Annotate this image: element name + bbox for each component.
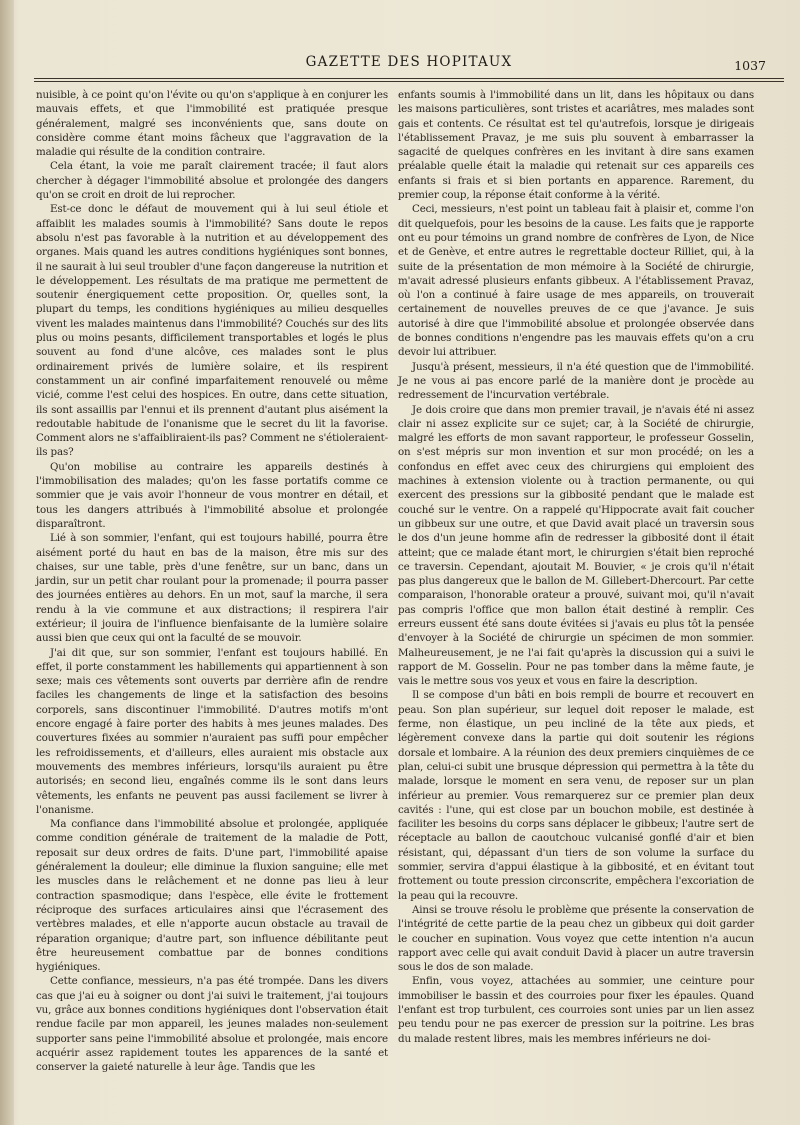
paragraph: nuisible, à ce point qu'on l'évite ou qu'on s'applique à en conjurer les mauvais effets, et que l'immobilité est pratiquée presque généralement, malgré ses inconvénients que, sans doute on considère comme étant moins fâcheux que l'aggravation de la maladie qui résulte de la condition contraire. — [36, 89, 388, 159]
paragraph: enfants soumis à l'immobilité dans un lit, dans les hôpitaux ou dans les maisons particulières, sont tristes et acariâtres, mes malades sont gais et contents. Ce résultat est tel qu'autrefois, lorsque je dirigeais l'établissement Pravaz, je me suis plu souvent à embarrasser la sagacité de quelques confrères en les invitant à dire sans examen préalable quelle était la maladie qui retenait sur ces appareils ces enfants si frais et si bien portants en apparence. Rarement, du premier coup, la réponse était conforme à la vérité. — [398, 89, 754, 202]
paragraph: Je dois croire que dans mon premier travail, je n'avais été ni assez clair ni assez explicite sur ce sujet; car, à la Société de chirurgie, malgré les efforts de mon savant rapporteur, le professeur Gosselin, on s'est mépris sur mon invention et sur mon procédé; on les a confondus en effet avec ceux des chirurgiens qui emploient des machines à extension violente ou à traction permanente, ou qui exercent des pressions sur la gibbosité pendant que le malade est couché sur le ventre. On a rappelé qu'Hippocrate avait fait coucher un gibbeux sur une outre, et que David avait placé un traversin sous le dos d'un jeune homme afin de redresser la gibbosité dont il était atteint; que ce malade étant mort, le chirurgien s'était bien reproché ce traversin. Cependant, ajoutait M. Bouvier, « je crois qu'il n'était pas plus dangereux que le ballon de M. Gillebert-Dhercourt. Par cette comparaison, l'honorable orateur a prouvé, suivant moi, qu'il n'avait pas compris l'office que mon ballon était destiné à remplir. Ces erreurs eussent été sans doute évitées si j'avais eu plus tôt la pensée d'envoyer à la Société de chirurgie un spécimen de mon sommier. Malheureusement, je ne l'ai fait qu'après la discussion qui a suivi le rapport de M. Gosselin. Pour ne pas tomber dans la même faute, je vais le mettre sous vos yeux et vous en faire la description. — [398, 403, 754, 688]
paragraph: J'ai dit que, sur son sommier, l'enfant est toujours habillé. En effet, il porte constamment les habillements qui appartiennent à son sexe; mais ces vêtements sont ouverts par derrière afin de rendre faciles les changements de linge et la satisfaction des besoins corporels, sans discontinuer l'immobilité. D'autres motifs m'ont encore engagé à faire porter des habits à mes jeunes malades. Des couvertures fixées au sommier n'auraient pas suffi pour empêcher les refroidissements, et d'ailleurs, elles auraient mis obstacle aux mouvements des membres inférieurs, lorsqu'ils auraient pu être autorisés; en second lieu, engaînés comme ils le sont dans leurs vêtements, les enfants ne peuvent pas aussi facilement se livrer à l'onanisme. — [36, 646, 388, 816]
header-rule — [34, 78, 784, 79]
page-header — [34, 54, 784, 76]
paragraph: Jusqu'à présent, messieurs, il n'a été question que de l'immobilité. Je ne vous ai pas encore parlé de la manière dont je procède au redressement de l'incurvation vertébrale. — [398, 360, 754, 402]
right-column — [398, 88, 754, 1046]
paragraph: Est-ce donc le défaut de mouvement qui à lui seul étiole et affaiblit les malades soumis à l'immobilité? Sans doute le repos absolu n'est pas favorable à la nutrition et au développement des organes. Mais quand les autres conditions hygiéniques sont bonnes, il ne saurait à lui seul troubler d'une façon dangereuse la nutrition et le développement. Les résultats de ma pratique me permettent de soutenir énergiquement cette proposition. Or, quelles sont, la plupart du temps, les conditions hygiéniques au milieu desquelles vivent les malades maintenus dans l'immobilité? Couchés sur des lits plus ou moins pesants, difficilement transportables et logés le plus souvent au fond d'une alcôve, ces malades sont le plus ordinairement privés de lumière solaire, et ils respirent constamment un air confiné imparfaitement renouvelé ou même vicié, comme l'est celui des hospices. En outre, dans cette situation, ils sont assaillis par l'ennui et ils prennent d'autant plus aisément la redoutable habitude de l'onanisme que le secret du lit la favorise. Comment alors ne s'affaibliraient-ils pas? Comment ne s'étioleraient-ils pas? — [36, 203, 388, 459]
paragraph: Ainsi se trouve résolu le problème que présente la conservation de l'intégrité de cette partie de la peau chez un gibbeux qui doit garder le coucher en supination. Vous voyez que cette intention n'a aucun rapport avec celle qui avait conduit David à placer un autre traversin sous le dos de son malade. — [398, 903, 754, 974]
page-title: GAZETTE DES HOPITAUX — [305, 54, 513, 70]
page-number: 1037 — [734, 58, 766, 73]
header-rule-double — [34, 81, 784, 82]
page-binding-edge — [0, 0, 14, 1125]
left-column — [36, 88, 388, 1074]
paragraph: Lié à son sommier, l'enfant, qui est toujours habillé, pourra être aisément porté du haut en bas de la maison, être mis sur des chaises, sur une table, près d'une fenêtre, sur un banc, dans un jardin, sur un petit char roulant pour la promenade; il pourra passer des journées entières au dehors. En un mot, sauf la marche, il sera rendu à la vie commune et aux distractions; il respirera l'air extérieur; il jouira de l'influence bienfaisante de la lumière solaire aussi bien que ceux qui ont la faculté de se mouvoir. — [36, 532, 388, 645]
paragraph: Enfin, vous voyez, attachées au sommier, une ceinture pour immobiliser le bassin et des courroies pour fixer les épaules. Quand l'enfant est trop turbulent, ces courroies sont unies par un lien assez peu tendu pour ne pas exercer de pression sur la poitrine. Les bras du malade restent libres, mais les membres inférieurs ne doi- — [398, 975, 754, 1045]
paragraph: Cette confiance, messieurs, n'a pas été trompée. Dans les divers cas que j'ai eu à soigner ou dont j'ai suivi le traitement, j'ai toujours vu, grâce aux bonnes conditions hygiéniques dont l'observation était rendue facile par mon appareil, les jeunes malades non-seulement supporter sans peine l'immobilité absolue et prolongée, mais encore acquérir assez rapidement toutes les apparences de la santé et conserver la gaieté naturelle à leur âge. Tandis que les — [36, 975, 388, 1074]
paragraph: Ma confiance dans l'immobilité absolue et prolongée, appliquée comme condition générale de traitement de la maladie de Pott, reposait sur deux ordres de faits. D'une part, l'immobilité apaise généralement la douleur; elle diminue la fluxion sanguine; elle met les muscles dans le relâchement et ne donne pas lieu à leur contraction spasmodique; dans l'espèce, elle évite le frottement réciproque des surfaces articulaires ainsi que l'écrasement des vertèbres malades, et elle n'apporte aucun obstacle au travail de réparation organique; d'autre part, son influence débilitante peut être heureusement combattue par de bonnes conditions hygiéniques. — [36, 818, 388, 974]
paragraph: Il se compose d'un bâti en bois rempli de bourre et recouvert en peau. Son plan supérieur, sur lequel doit reposer le malade, est ferme, non élastique, un peu incliné de la tête aux pieds, et légèrement convexe dans la partie qui doit soutenir les régions dorsale et lombaire. A la réunion des deux premiers cinquièmes de ce plan, celui-ci subit une brusque dépression qui permettra à la tête du malade, lorsque le moment en sera venu, de reposer sur un plan inférieur au premier. Vous remarquerez sur ce premier plan deux cavités : l'une, qui est close par un bouchon mobile, est destinée à faciliter les besoins du corps sans déplacer le gibbeux; l'autre sert de réceptacle au ballon de caoutchouc vulcanisé gonflé d'air et bien résistant, qui, dépassant d'un tiers de son volume la surface du sommier, servira d'appui élastique à la gibbosité, et en évitant tout frottement ou toute pression circonscrite, empêchera l'excoriation de la peau qui la recouvre. — [398, 689, 754, 902]
paragraph: Cela étant, la voie me paraît clairement tracée; il faut alors chercher à dégager l'immobilité absolue et prolongée des dangers qu'on se croit en droit de lui reprocher. — [36, 160, 388, 202]
paragraph: Qu'on mobilise au contraire les appareils destinés à l'immobilisation des malades; qu'on les fasse portatifs comme ce sommier que je vais avoir l'honneur de vous montrer en détail, et tous les dangers attribués à l'immobilité absolue et prolongée disparaîtront. — [36, 460, 388, 530]
paragraph: Ceci, messieurs, n'est point un tableau fait à plaisir et, comme l'on dit quelquefois, pour les besoins de la cause. Les faits que je rapporte ont eu pour témoins un grand nombre de confrères de Lyon, de Nice et de Genève, et entre autres le regrettable docteur Rilliet, qui, à la suite de la présentation de mon mémoire à la Société de chirurgie, m'avait adressé plusieurs enfants gibbeux. A l'établissement Pravaz, où l'on a continué à faire usage de mes appareils, on trouverait certainement de nouvelles preuves de ce que j'avance. Je suis autorisé à dire que l'immobilité absolue et prolongée observée dans de bonnes conditions n'engendre pas les mauvais effets qu'on a cru devoir lui attribuer. — [398, 203, 754, 359]
